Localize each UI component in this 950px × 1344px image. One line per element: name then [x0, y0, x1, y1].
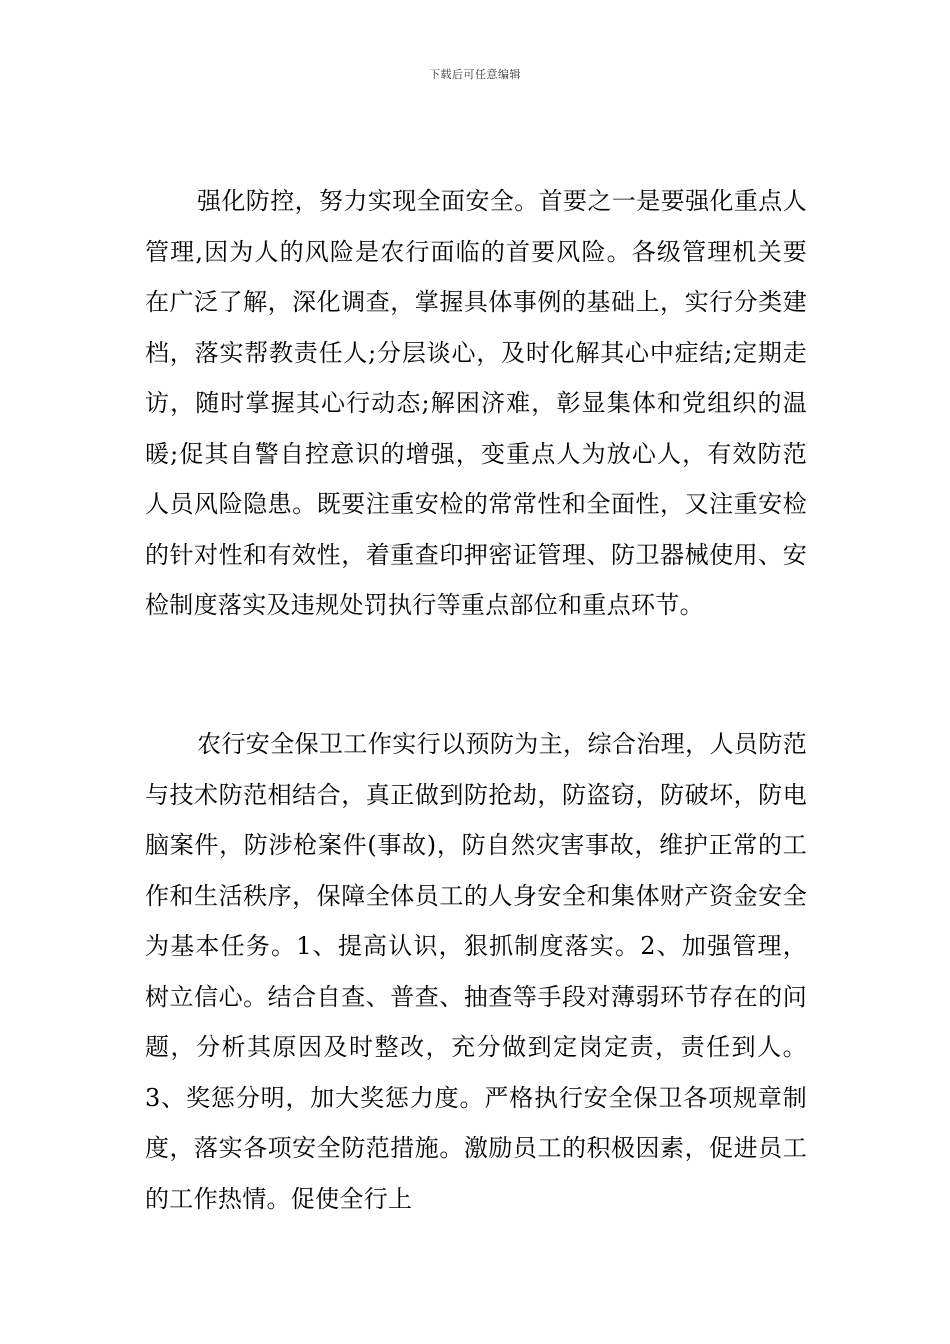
paragraph-security-work: 农行安全保卫工作实行以预防为主，综合治理，人员防范与技术防范相结合，真正做到防抢劫，防盗窃，防破坏，防电脑案件，防涉枪案件(事故)，防自然灾害事故，维护正常的工作和生活秩序，保障全体员工的人身安全和集体财产资金安全为基本任务。1、提高认识，狠抓制度落实。2、加强管理，树立信心。结合自查、普查、抽查等手段对薄弱环节存在的问题，分析其原因及时整改，充分做到定岗定责，责任到人。3、奖惩分明，加大奖惩力度。严格执行安全保卫各项规章制度，落实各项安全防范措施。激励员工的积极因素，促进员工的工作热情。促使全行上 [145, 730, 807, 1213]
paragraph-security-control: 强化防控，努力实现全面安全。首要之一是要强化重点人管理,因为人的风险是农行面临的首要风险。各级管理机关要在广泛了解，深化调查，掌握具体事例的基础上，实行分类建档，落实帮教责任人;分层谈心，及时化解其心中症结;定期走访，随时掌握其心行动态;解困济难，彰显集体和党组织的温暖;促其自警自控意识的增强，变重点人为放心人，有效防范人员风险隐患。既要注重安检的常常性和全面性，又注重安检的针对性和有效性，着重查印押密证管理、防卫器械使用、安检制度落实及违规处罚执行等重点部位和重点环节。 [145, 187, 807, 619]
page-header: 下载后可任意编辑 [429, 68, 521, 81]
